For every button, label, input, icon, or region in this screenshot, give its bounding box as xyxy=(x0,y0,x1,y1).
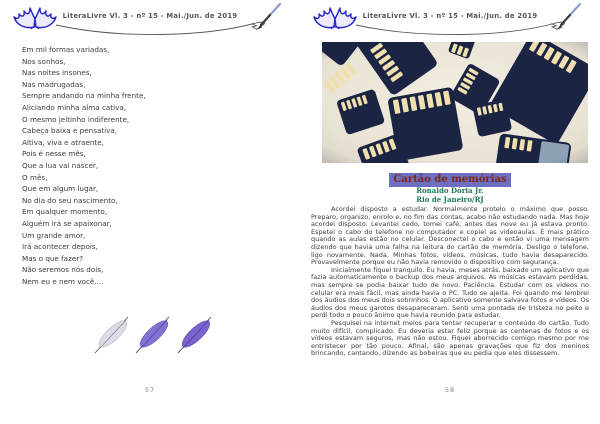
poem-line: Nos sonhos, xyxy=(22,56,66,66)
poem-line: No dia do seu nascimento, xyxy=(22,195,118,205)
article-paragraph: Inicialmente fiquei tranquilo. Eu havia, meses atrás, baixado um aplicativo que fazia automaticamente o backup dos meus arquivos. As músicas estavam perdidas, mas sempre se podia baixar tudo de novo. Paciência. Estudar com os vídeos no celular era mais fácil, mas ainda havia o PC. Tudo se ajeita. Foi quando me lembrei dos áudios dos meus dois sobrinhos. O aplicativo somente salvava fotos e vídeos. Os áudios dos meus garotos desapareceram. Senti uma pontada de tristeza no peito e perdi todo o pouco ânimo que havia reunido para estudar. xyxy=(311,265,589,320)
poem-line: Nas noites insones, xyxy=(22,68,92,78)
poem-line: O mês, xyxy=(22,172,48,182)
page-header xyxy=(300,0,600,40)
wings-logo-icon xyxy=(312,3,358,37)
memory-cards-image xyxy=(322,42,588,163)
poem-line: Mas o que fazer? xyxy=(22,253,84,263)
header-title: LiteraLivre Vl. 3 - nº 15 - Mai./Jun. de 2019 xyxy=(62,12,238,20)
poem-line: Nem eu e nem você.... xyxy=(22,276,104,286)
article-paragraph: Acordei disposto a estudar. Normalmente protelo o máximo que posso. Preparo, organizo, enrolo e, no fim das contas, acabo não estudando nada. Mas hoje acordei disposto. Levantei cedo, tomei café, antes das nove eu já estava pronto. Espetei o cabo do telefone no computador e copiei as videoaulas. É mais prático quando as aulas estão no celular. Desconectei o cabo e então vi uma mensagem dizendo que havia uma falha na leitura do cartão de memória. Desligo o telefone, ligo novamente. Nada. Minhas fotos, vídeos, músicas, tudo havia desaparecido. Provavelmente porque eu não havia removido o dispositivo com segurança. xyxy=(311,205,589,267)
header-title: LiteraLivre Vl. 3 - nº 15 - Mai./Jun. de 2019 xyxy=(362,12,538,20)
feather-icon xyxy=(173,310,217,362)
poem-line: Nas madrugadas, xyxy=(22,79,86,89)
poem-line: Um grande amor, xyxy=(22,230,86,240)
feather-icon xyxy=(90,310,134,362)
poem-line: Que em algum lugar, xyxy=(22,184,99,194)
article-header xyxy=(310,167,590,204)
poem xyxy=(22,44,272,287)
article-paragraph: Pesquisei na internet meios para tentar recuperar o conteúdo do cartão. Tudo muito difícil, complicado. Eu deveria estar feliz porque as centenas de fotos e os vídeos estavam seguros, mas não estou. Fiquei aborrecido comigo mesmo por me entristecer por tão pouco. Afinal, são apenas gravações que fiz dos meninos brincando, cantando, dizendo as bobeiras que eu pedia que eles dissessem. xyxy=(311,318,589,358)
poem-line: Em qualquer momento, xyxy=(22,207,108,217)
page-number: 58 xyxy=(444,386,456,394)
poem-line: Irá acontecer depois, xyxy=(22,242,98,252)
pencil-icon xyxy=(550,2,586,38)
poem-line: Não seremos nós dois, xyxy=(22,265,104,275)
wings-logo-icon xyxy=(12,3,58,37)
article-title: Cartão de memórias xyxy=(389,173,510,187)
poem-line: Que a lua vai nascer, xyxy=(22,160,99,170)
article-body xyxy=(311,206,589,358)
poem-line: Aliciando minha alma cativa, xyxy=(22,102,127,112)
pencil-icon xyxy=(250,2,286,38)
feathers-decoration xyxy=(0,310,300,362)
right-page xyxy=(300,0,600,424)
poem-line: Altiva, viva e atraente, xyxy=(22,137,104,147)
page-header xyxy=(0,0,300,40)
poem-line: Em mil formas variadas, xyxy=(22,45,110,54)
poem-line: Alguém irá se apaixonar, xyxy=(22,218,112,228)
feather-icon xyxy=(131,310,175,362)
poem-line: Sempre andando na minha frente, xyxy=(22,91,146,101)
article-author: Ronaldo Dória Jr. xyxy=(416,186,484,195)
poem-line: Cabeça baixa e pensativa, xyxy=(22,126,118,136)
article-author-location: Rio de Janeiro/RJ xyxy=(416,194,484,204)
page-number: 57 xyxy=(144,386,156,394)
poem-line: O mesmo jeitinho indiferente, xyxy=(22,114,130,124)
poem-line: Pois é nesse mês, xyxy=(22,149,86,159)
